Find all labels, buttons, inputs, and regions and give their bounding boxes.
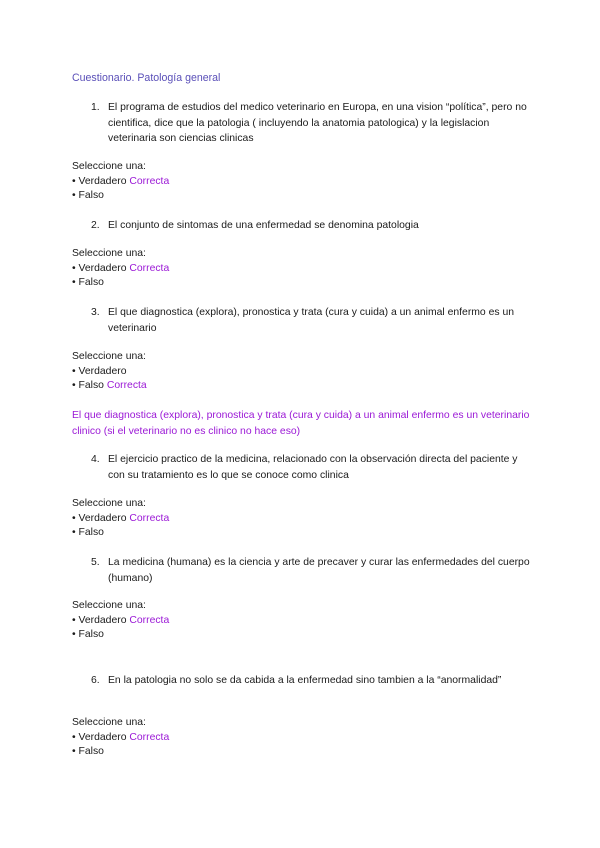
answer-block-6 [72, 716, 169, 760]
option-true: • Verdadero [72, 365, 127, 377]
question-1 [91, 100, 536, 147]
answer-block-5 [72, 599, 169, 643]
option-true: • Verdadero Correcta [72, 614, 170, 626]
option-false: • Falso [72, 277, 104, 288]
select-prompt: Seleccione una: [72, 600, 146, 611]
correct-mark: Correcta [106, 380, 147, 391]
option-true: • Verdadero Correcta [72, 512, 170, 524]
option-true: • Verdadero Correcta [72, 175, 170, 187]
question-text: El ejercicio practico de la medicina, relacionado con la observación directa del paciente y con su tratamiento es lo que se conoce como clinica [108, 454, 518, 481]
question-text: El programa de estudios del medico veterinario en Europa, en una vision “política”, pero no cientifica, dice que la patologia ( incluyendo la anatomia patologica) y la legislacion veterinaria son ciencias clinicas [108, 102, 527, 144]
explanation-note: El que diagnostica (explora), pronostica y trata (cura y cuida) a un animal enfermo es un veterinario clinico (si el veterinario no es clinico no hace eso) [72, 410, 530, 437]
answer-block-2 [72, 247, 169, 291]
question-number: 2. [91, 220, 100, 231]
question-5 [91, 555, 536, 586]
correct-mark: Correcta [129, 731, 170, 743]
question-number: 4. [91, 454, 100, 465]
question-2 [91, 218, 536, 234]
question-6 [91, 673, 536, 689]
correct-mark: Correcta [129, 512, 170, 524]
question-number: 3. [91, 307, 100, 318]
select-prompt: Seleccione una: [72, 248, 146, 259]
question-4 [91, 452, 536, 483]
correct-mark: Correcta [129, 175, 170, 187]
option-false: • Falso [72, 746, 104, 757]
question-number: 6. [91, 675, 100, 686]
answer-block-3 [72, 350, 147, 394]
question-number: 1. [91, 102, 100, 113]
question-text: La medicina (humana) es la ciencia y arte de precaver y curar las enfermedades del cuerpo (humano) [108, 557, 530, 584]
correct-mark: Correcta [129, 614, 170, 626]
answer-block-1 [72, 160, 169, 204]
question-3 [91, 305, 536, 336]
select-prompt: Seleccione una: [72, 161, 146, 172]
option-false: • Falso Correcta [72, 380, 147, 391]
answer-block-4 [72, 497, 169, 541]
option-true: • Verdadero Correcta [72, 731, 170, 743]
option-false: • Falso [72, 527, 104, 538]
option-false: • Falso [72, 190, 104, 201]
correct-mark: Correcta [129, 262, 170, 274]
question-text: En la patologia no solo se da cabida a la enfermedad sino tambien a la “anormalidad” [108, 675, 502, 686]
select-prompt: Seleccione una: [72, 498, 146, 509]
select-prompt: Seleccione una: [72, 351, 146, 362]
option-false: • Falso [72, 629, 104, 640]
question-number: 5. [91, 557, 100, 568]
question-text: El que diagnostica (explora), pronostica y trata (cura y cuida) a un animal enfermo es un veterinario [108, 307, 515, 334]
document-title: Cuestionario. Patología general [72, 72, 221, 84]
question-text: El conjunto de sintomas de una enfermedad se denomina patologia [108, 220, 419, 231]
option-true: • Verdadero Correcta [72, 262, 170, 274]
select-prompt: Seleccione una: [72, 717, 146, 728]
